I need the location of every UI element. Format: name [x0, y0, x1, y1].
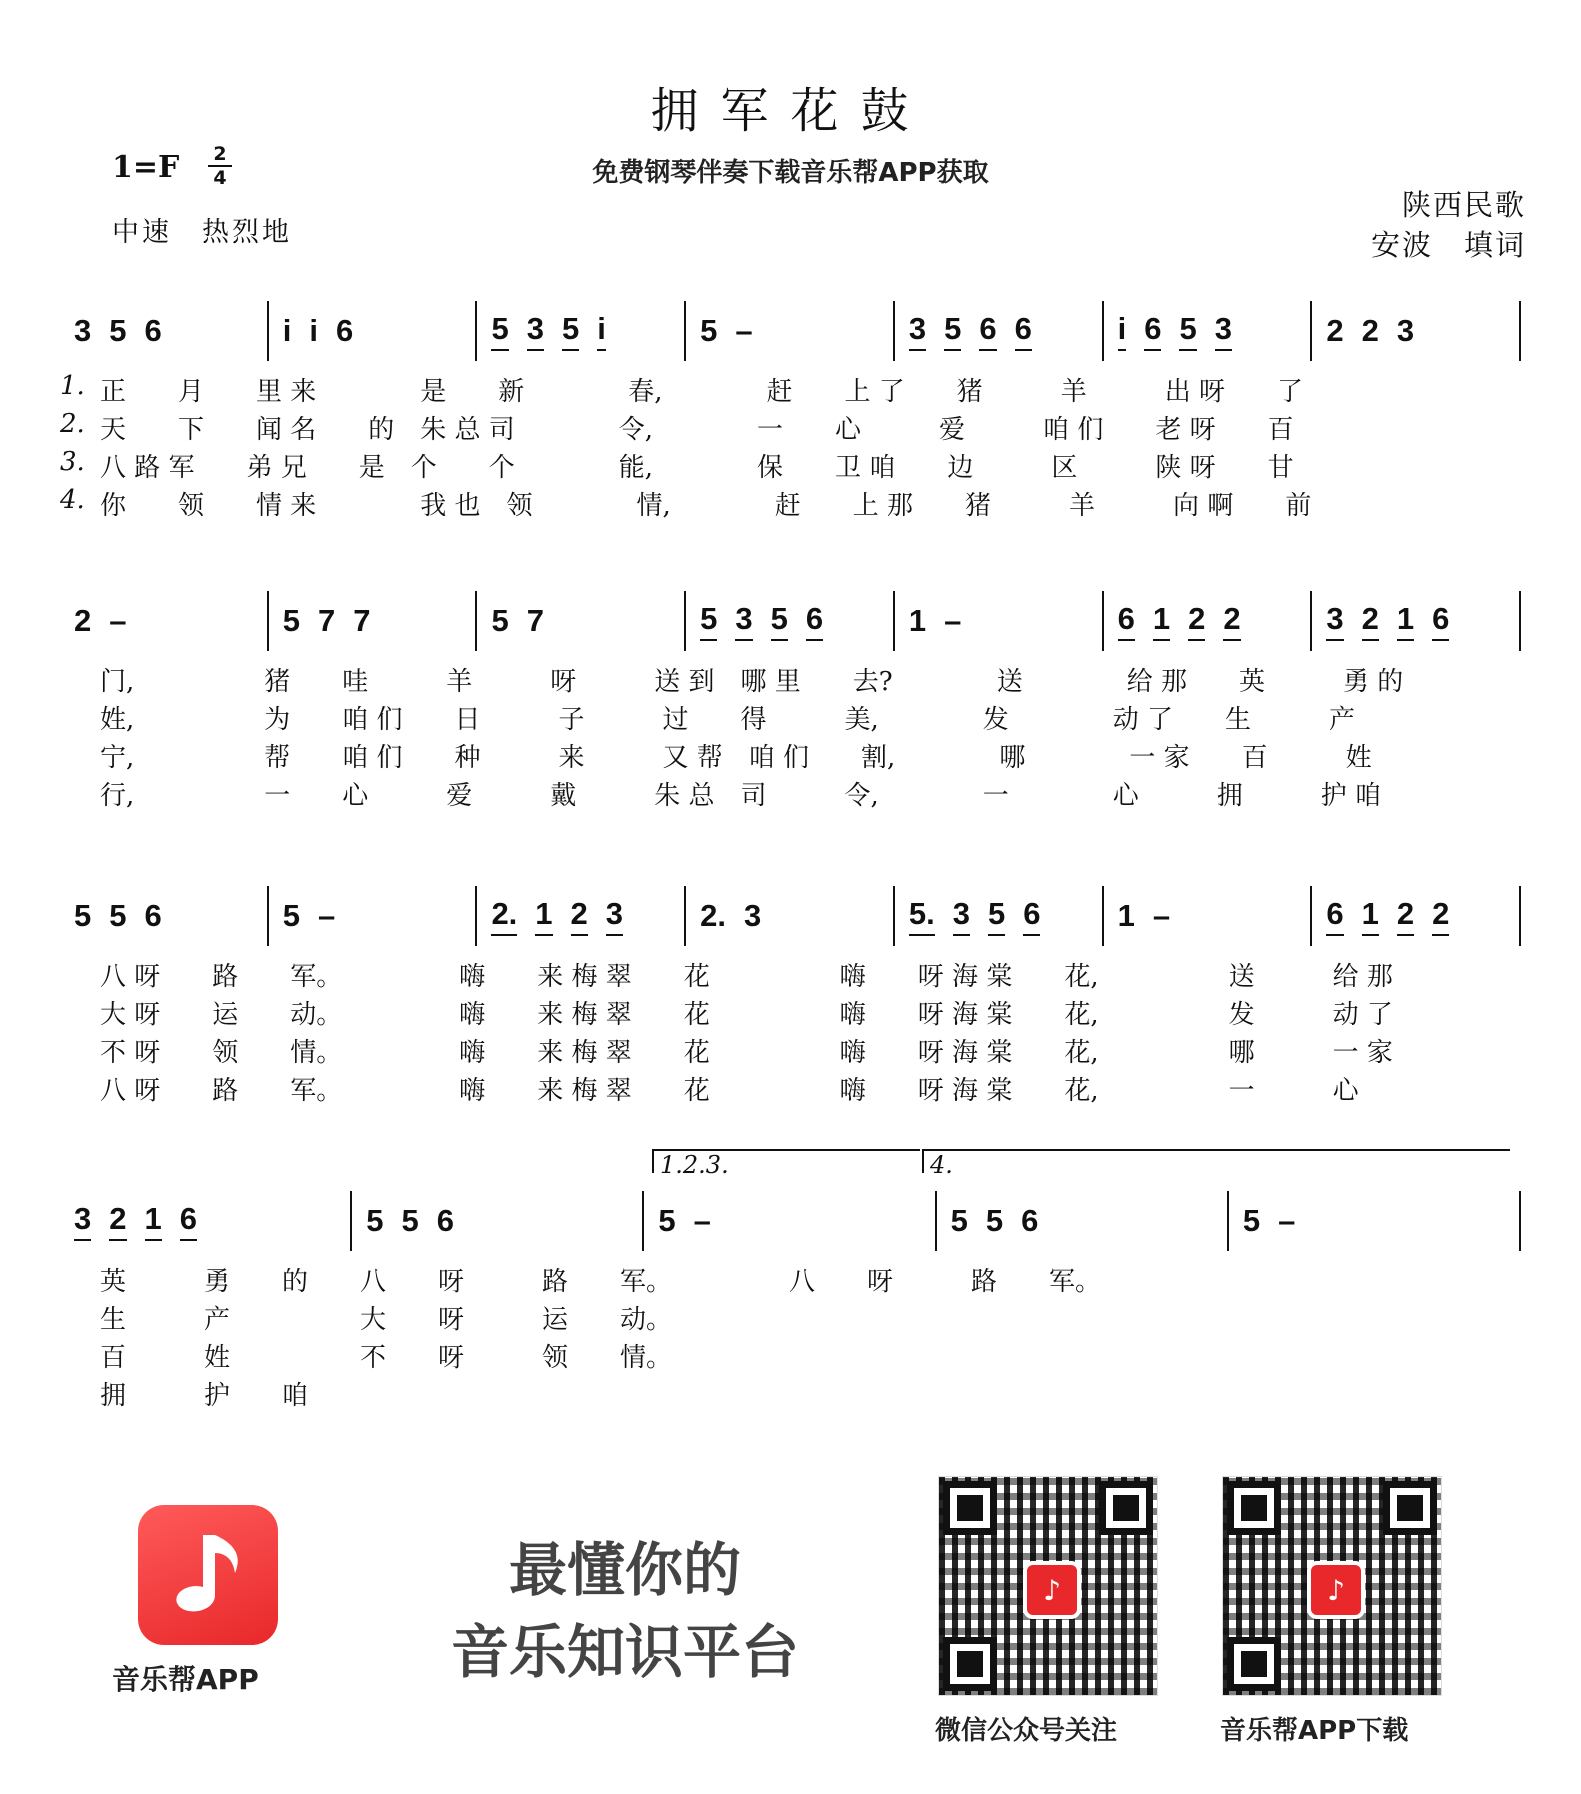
- measure: [1310, 301, 1521, 361]
- note: 1: [1362, 896, 1379, 936]
- tempo-marking: 中速 热烈地: [112, 217, 292, 248]
- measure: [267, 301, 476, 361]
- note: 6: [1144, 311, 1161, 351]
- note: i: [282, 313, 292, 348]
- note: 5: [771, 601, 788, 641]
- note: 5.: [909, 896, 935, 936]
- note: 5: [109, 898, 127, 933]
- note: 5: [74, 898, 92, 933]
- note: 5: [366, 1203, 384, 1238]
- lyric-line: [60, 409, 1521, 446]
- lyric-text: 八 路 军 弟 兄 是 个 个 能, 保 卫 咱 边 区 陕 呀 甘: [100, 453, 1294, 483]
- note: 6: [144, 898, 162, 933]
- lyric-line: [60, 956, 1521, 993]
- lyric-text: 天 下 闻 名 的 朱 总 司 令, 一 心 爱 咱 们 老 呀 百: [100, 415, 1294, 445]
- song-origin: 陕西民歌: [1401, 188, 1526, 222]
- measure: [1310, 591, 1521, 651]
- note: 3: [909, 311, 926, 351]
- slogan-line1: 最懂你的: [508, 1536, 741, 1604]
- note: 5: [944, 311, 961, 351]
- note: –: [1278, 1203, 1296, 1238]
- note: 5: [1242, 1203, 1261, 1238]
- verse-label: 2.: [60, 409, 85, 439]
- lyric-text: 八 呀 路 军。 嗨 来 梅 翠 花 嗨 呀 海 棠 花, 一 心: [100, 1076, 1359, 1106]
- note: 5: [1179, 311, 1196, 351]
- measure: [642, 1191, 934, 1251]
- meter-top: 2: [213, 143, 227, 165]
- lyric-line: [60, 1299, 1521, 1336]
- note: 7: [353, 603, 371, 638]
- measure: [893, 301, 1102, 361]
- measure: [60, 886, 267, 946]
- note: 7: [317, 603, 336, 638]
- measure: [1227, 1191, 1521, 1251]
- logo-label: 音乐帮APP: [112, 1663, 259, 1696]
- verse-label: [60, 661, 100, 698]
- note: 3: [1396, 313, 1415, 348]
- note: 6: [335, 313, 354, 348]
- note: 7: [526, 603, 544, 638]
- note: 1: [535, 896, 552, 936]
- note: 2: [571, 896, 588, 936]
- measure: [475, 301, 684, 361]
- lyric-text: 大 呀 运 动。 嗨 来 梅 翠 花 嗨 呀 海 棠 花, 发 动 了: [100, 1000, 1393, 1030]
- meter-bottom: 4: [208, 165, 232, 189]
- measure: [935, 1191, 1227, 1251]
- music-note-icon: ♪: [1307, 1561, 1365, 1619]
- verse-label: 1.: [60, 371, 85, 401]
- lyric-text: 行, 一 心 爱 戴 朱 总 司 令, 一 心 拥 护 咱: [100, 781, 1382, 811]
- note: –: [693, 1203, 711, 1238]
- measure: [893, 886, 1102, 946]
- volta-second-ending: 4.: [922, 1149, 1510, 1173]
- lyric-text: 你 领 情 来 我 也 领 情, 赶 上 那 猪 羊 向 啊 前: [100, 491, 1312, 521]
- note: 3: [1326, 601, 1343, 641]
- lyric-line: [60, 1070, 1521, 1107]
- lyric-line: [60, 447, 1521, 484]
- note: 6: [144, 313, 162, 348]
- measure: [1310, 886, 1521, 946]
- lyric-text: 八 呀 路 军。 嗨 来 梅 翠 花 嗨 呀 海 棠 花, 送 给 那: [100, 962, 1393, 992]
- lyric-text: 百 姓 不 呀 领 情。: [100, 1343, 673, 1373]
- note: 3: [953, 896, 970, 936]
- note: 5: [491, 311, 508, 351]
- measure: [684, 591, 893, 651]
- verse-label: 4.: [60, 485, 85, 515]
- measure: [267, 886, 476, 946]
- note: 2.: [491, 896, 517, 936]
- lyric-line: [60, 737, 1521, 774]
- lyric-line: [60, 699, 1521, 736]
- verse-label: [60, 737, 100, 774]
- note: –: [944, 603, 962, 638]
- music-note-icon: [163, 1525, 253, 1625]
- lyric-line: [60, 485, 1521, 522]
- app-download-qr-code[interactable]: [1222, 1476, 1442, 1696]
- note: i: [597, 311, 606, 351]
- notes-row: [60, 880, 1521, 946]
- qr1-label: 微信公众号关注: [935, 1716, 1118, 1746]
- measure: [475, 886, 684, 946]
- slogan-line2: 音乐知识平台: [450, 1618, 799, 1686]
- note: 1: [908, 603, 927, 638]
- verse-label: [60, 956, 100, 993]
- verse-label: [60, 1375, 100, 1412]
- promo-text: 免费钢琴伴奏下载音乐帮APP获取: [592, 158, 989, 188]
- verse-label: [60, 994, 100, 1031]
- note: 2: [1326, 313, 1344, 348]
- note: 3: [1215, 311, 1232, 351]
- lyric-line: [60, 775, 1521, 812]
- note: 3: [744, 898, 762, 933]
- note: i: [309, 313, 318, 348]
- lyric-text: 门, 猪 哇 羊 呀 送 到 哪 里 去? 送 给 那 英 勇 的: [100, 667, 1404, 697]
- note: 5: [109, 313, 127, 348]
- note: 6: [1021, 1203, 1039, 1238]
- measure: [60, 591, 267, 651]
- note: 5: [401, 1203, 419, 1238]
- measure: [893, 591, 1102, 651]
- note: 2: [1223, 601, 1240, 641]
- note: –: [1152, 898, 1171, 933]
- note: 2: [1397, 896, 1414, 936]
- measure: [1102, 301, 1311, 361]
- lyric-line: [60, 371, 1521, 408]
- measure: [1102, 886, 1311, 946]
- note: 2: [109, 1201, 126, 1241]
- note: 5: [985, 1203, 1004, 1238]
- note: 2: [74, 603, 92, 638]
- verse-label: [60, 1299, 100, 1336]
- note: 2: [1362, 601, 1379, 641]
- note: 5: [658, 1203, 676, 1238]
- wechat-qr-code[interactable]: [938, 1476, 1158, 1696]
- note: 2: [1432, 896, 1449, 936]
- lyric-text: 不 呀 领 情。 嗨 来 梅 翠 花 嗨 呀 海 棠 花, 哪 一 家: [100, 1038, 1393, 1068]
- note: 6: [1118, 601, 1135, 641]
- lyric-line: [60, 994, 1521, 1031]
- lyric-text: 姓, 为 咱 们 日 子 过 得 美, 发 动 了 生 产: [100, 705, 1356, 735]
- note: 5: [700, 601, 717, 641]
- note: 6: [1432, 601, 1449, 641]
- lyric-line: [60, 1032, 1521, 1069]
- notes-row: [60, 585, 1521, 651]
- notes-row: [60, 1185, 1521, 1251]
- verse-label: [60, 1032, 100, 1069]
- lyric-line: [60, 1375, 1521, 1412]
- note: 3: [74, 1201, 91, 1241]
- music-note-icon: ♪: [1023, 1561, 1081, 1619]
- measure: [350, 1191, 642, 1251]
- lyric-line: [60, 1337, 1521, 1374]
- note: 1: [1397, 601, 1414, 641]
- lyric-text: 正 月 里 来 是 新 春, 赶 上 了 猪 羊 出 呀 了: [100, 377, 1304, 407]
- lyric-text: 英 勇 的 八 呀 路 军。 八 呀 路 军。: [100, 1267, 1102, 1297]
- measure: [60, 1191, 350, 1251]
- verse-label: 3.: [60, 447, 85, 477]
- verse-label: [60, 1261, 100, 1298]
- note: –: [109, 603, 127, 638]
- verse-label: [60, 1337, 100, 1374]
- verse-label: [60, 775, 100, 812]
- note: 5: [700, 313, 718, 348]
- measure: [267, 591, 476, 651]
- note: i: [1118, 311, 1127, 351]
- note: 3: [735, 601, 752, 641]
- note: 5: [950, 1203, 968, 1238]
- song-title: 拥军花鼓: [650, 83, 931, 139]
- note: 6: [979, 311, 996, 351]
- note: 5: [282, 898, 300, 933]
- lyric-text: 拥 护 咱: [100, 1381, 309, 1411]
- note: 6: [1326, 896, 1343, 936]
- note: 3: [606, 896, 623, 936]
- key-signature: 1=F: [112, 150, 180, 185]
- note: 2: [1361, 313, 1379, 348]
- note: –: [735, 313, 753, 348]
- lyric-text: 生 产 大 呀 运 动。: [100, 1305, 673, 1335]
- app-logo[interactable]: [138, 1505, 278, 1645]
- note: 6: [1015, 311, 1032, 351]
- note: 5: [562, 311, 579, 351]
- note: 6: [806, 601, 823, 641]
- measure: [1102, 591, 1311, 651]
- lyric-line: [60, 661, 1521, 698]
- verse-label: [60, 1070, 100, 1107]
- note: 5: [282, 603, 300, 638]
- note: 1: [145, 1201, 162, 1241]
- note: 6: [436, 1203, 454, 1238]
- measure: [684, 301, 893, 361]
- measure: [60, 301, 267, 361]
- note: 2.: [700, 898, 727, 933]
- measure: [684, 886, 893, 946]
- measure: [475, 591, 684, 651]
- note: 3: [527, 311, 544, 351]
- notes-row: [60, 295, 1521, 361]
- qr2-label: 音乐帮APP下载: [1220, 1716, 1409, 1746]
- verse-label: [60, 699, 100, 736]
- lyric-line: [60, 1261, 1521, 1298]
- note: 6: [1023, 896, 1040, 936]
- note: 5: [491, 603, 509, 638]
- volta-first-ending: 1.2.3.: [652, 1149, 920, 1173]
- lyric-text: 宁, 帮 咱 们 种 来 又 帮 咱 们 割, 哪 一 家 百 姓: [100, 743, 1372, 773]
- lyricist-credit: 安波 填词: [1370, 228, 1526, 262]
- note: 1: [1117, 898, 1135, 933]
- note: 2: [1188, 601, 1205, 641]
- note: 1: [1153, 601, 1170, 641]
- note: 5: [988, 896, 1005, 936]
- note: 3: [74, 313, 92, 348]
- note: 6: [180, 1201, 197, 1241]
- note: –: [317, 898, 336, 933]
